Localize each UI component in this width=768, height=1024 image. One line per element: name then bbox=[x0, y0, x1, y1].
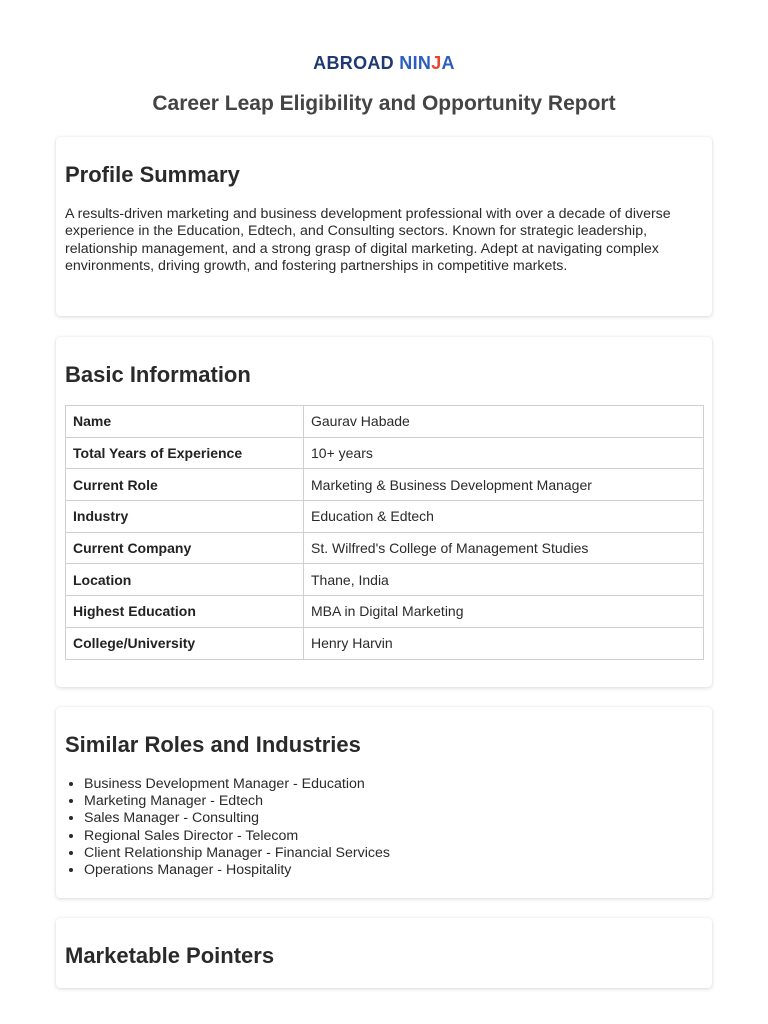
row-label: Current Company bbox=[66, 532, 304, 564]
table-row bbox=[66, 501, 704, 533]
row-value: Gaurav Habade bbox=[304, 406, 704, 438]
basic-information-table bbox=[65, 405, 704, 660]
row-value: Henry Harvin bbox=[304, 627, 704, 659]
table-row bbox=[66, 469, 704, 501]
row-value: MBA in Digital Marketing bbox=[304, 596, 704, 628]
row-value: Education & Edtech bbox=[304, 501, 704, 533]
logo-text-j: J bbox=[431, 53, 442, 73]
table-row bbox=[66, 437, 704, 469]
table-row bbox=[66, 406, 704, 438]
logo-text-abroad: ABROAD bbox=[313, 53, 400, 73]
row-label: Industry bbox=[66, 501, 304, 533]
report-title: Career Leap Eligibility and Opportunity Report bbox=[152, 92, 616, 115]
row-value: Thane, India bbox=[304, 564, 704, 596]
row-value: St. Wilfred's College of Management Studies bbox=[304, 532, 704, 564]
logo-text-a: A bbox=[441, 53, 455, 73]
list-item: • Regional Sales Director - Telecom bbox=[84, 828, 390, 845]
list-item: • Client Relationship Manager - Financial Services bbox=[84, 845, 390, 862]
list-item: • Business Development Manager - Education bbox=[84, 776, 390, 793]
row-label: Total Years of Experience bbox=[66, 437, 304, 469]
similar-roles-heading: Similar Roles and Industries bbox=[65, 732, 361, 757]
similar-roles-list bbox=[65, 776, 390, 879]
profile-summary-text: A results-driven marketing and business development professional with over a decade of diverse experience in the Education, Edtech, and Consulting sectors. Known for strategic leadership, relationship management, and a strong grasp of digital marketing. Adept at navigating complex environments, driving growth, and fostering partnerships in competitive markets. bbox=[65, 206, 671, 275]
row-value: Marketing & Business Development Manager bbox=[304, 469, 704, 501]
table-row bbox=[66, 564, 704, 596]
row-label: Name bbox=[66, 406, 304, 438]
basic-information-heading: Basic Information bbox=[65, 362, 251, 387]
table-row bbox=[66, 627, 704, 659]
marketable-pointers-heading: Marketable Pointers bbox=[65, 943, 275, 968]
basic-information-card bbox=[56, 337, 712, 687]
table-row bbox=[66, 596, 704, 628]
profile-summary-heading: Profile Summary bbox=[65, 162, 240, 187]
logo-text-nin: NIN bbox=[399, 53, 432, 73]
abroad-ninja-logo bbox=[0, 52, 768, 74]
profile-summary-card bbox=[56, 137, 712, 316]
table-row bbox=[66, 532, 704, 564]
row-label: Current Role bbox=[66, 469, 304, 501]
list-item: • Marketing Manager - Edtech bbox=[84, 793, 390, 810]
list-item: • Sales Manager - Consulting bbox=[84, 810, 390, 827]
row-label: Highest Education bbox=[66, 596, 304, 628]
similar-roles-card bbox=[56, 707, 712, 898]
row-label: Location bbox=[66, 564, 304, 596]
list-item: • Operations Manager - Hospitality bbox=[84, 862, 390, 879]
marketable-pointers-card bbox=[56, 918, 712, 988]
row-value: 10+ years bbox=[304, 437, 704, 469]
row-label: College/University bbox=[66, 627, 304, 659]
